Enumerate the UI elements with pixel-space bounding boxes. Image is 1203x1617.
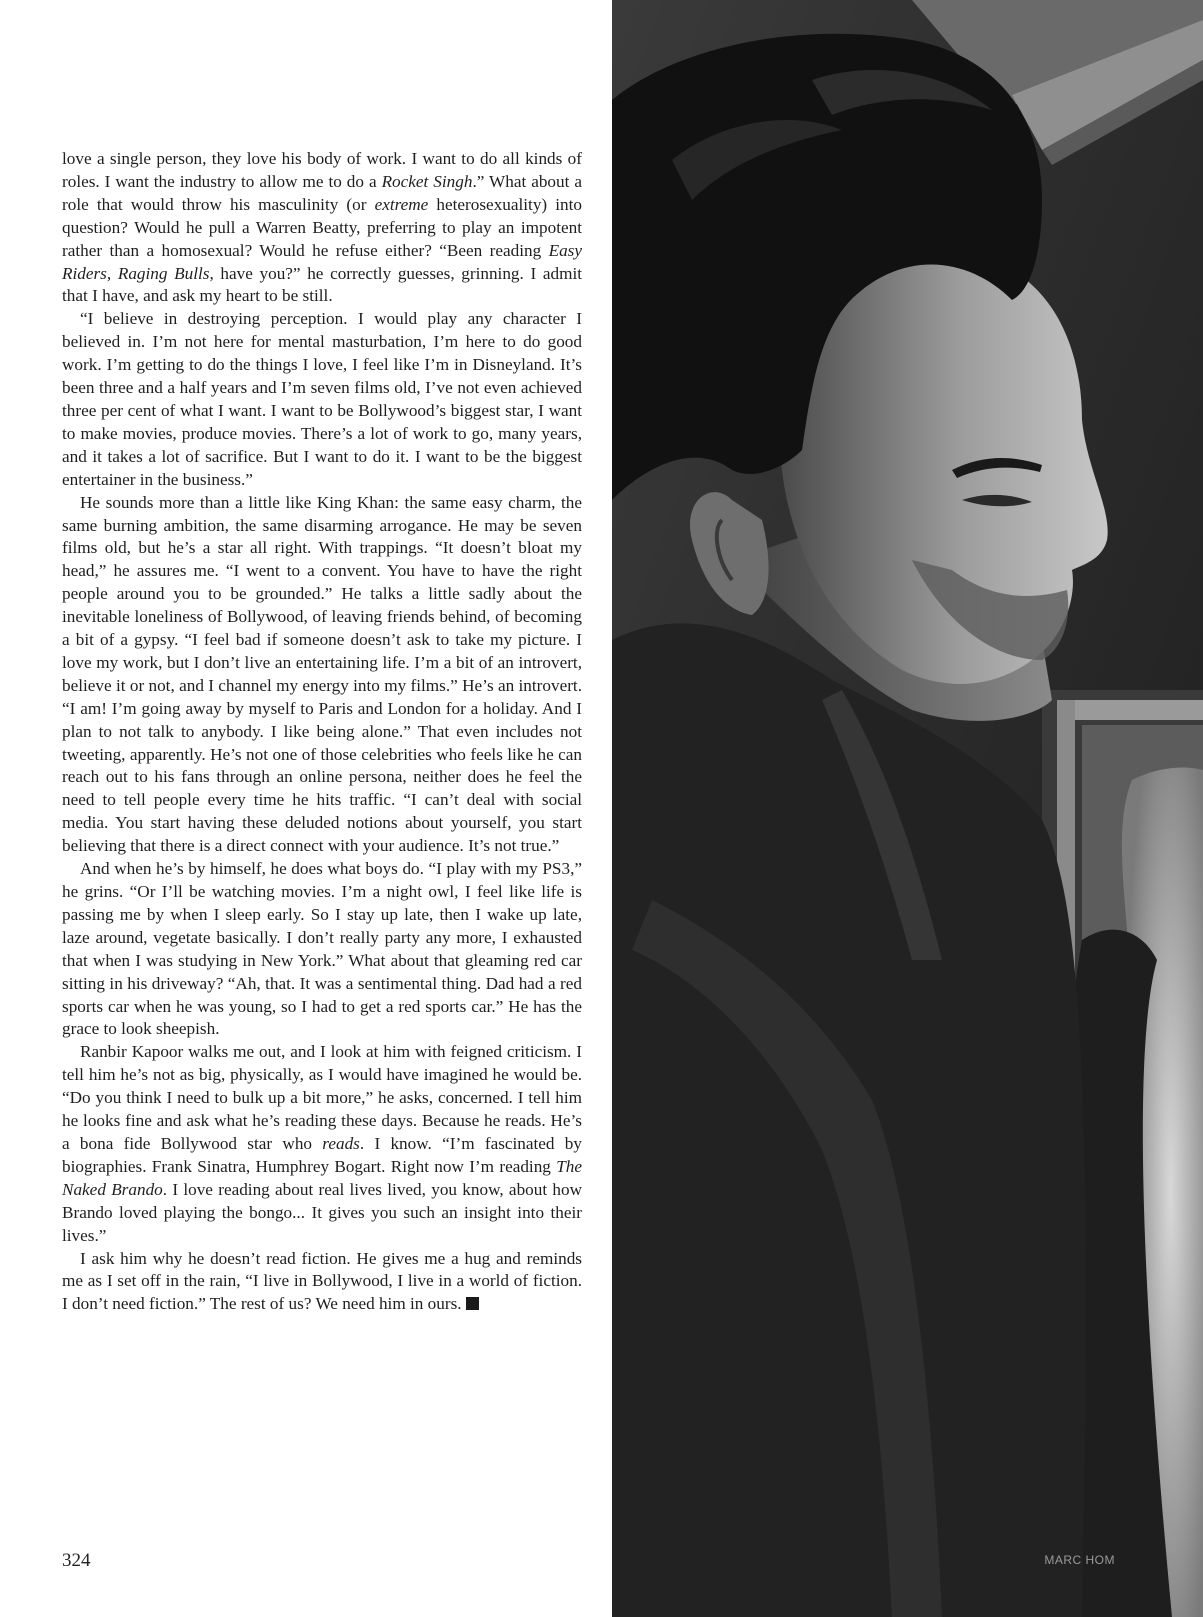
photo-credit: MARC HOM xyxy=(1044,1553,1115,1567)
italic-title-text: The Naked Brando xyxy=(62,1156,582,1199)
paragraph-text: “I believe in destroying perception. I would play any character I believed in. I’m not here for mental masturbation, I’m here to do good work. I’m getting to do the things I love, I feel like I’m in Disneyland. It’s been three and a half years and I’m seven films old, I’ve not even achieved three per cent of what I want. I want to be Bollywood’s biggest star, I want to make movies, produce movies. There’s a lot of work to go, many years, and it takes a lot of sacrifice. But I want to do it. I want to be the biggest entertainer in the business.” xyxy=(62,309,582,489)
page-number: 324 xyxy=(62,1550,91,1571)
paragraph-text: And when he’s by himself, he does what boys do. “I play with my PS3,” he grins. “Or I’ll be watching movies. I’m a night owl, I feel like life is passing me by when I sleep early. So I stay up late, then I wake up late, laze around, vegetate basically. I don’t really party any more, I exhausted that when I was studying in New York.” What about that gleaming red car sitting in his driveway? “Ah, that. It was a sentimental thing. Dad had a red sports car when he was young, so I had to get a red sports car.” He has the grace to look sheepish. xyxy=(62,859,582,1039)
italic-title-text: reads xyxy=(322,1133,360,1153)
paragraph-text: I ask him why he doesn’t read fiction. He gives me a hug and reminds me as I set off in the rain, “I live in Bollywood, I live in a world of fiction. I don’t need fiction.” The rest of us? We need him in ours. xyxy=(62,1248,582,1314)
paragraph-text: heterosexuality) into question? Would he pull a Warren Beatty, preferring to play an impotent rather than a homosexual? Would he refuse either? “Been reading xyxy=(62,194,582,260)
paragraph-text: . I love reading about real lives lived, you know, about how Brando loved playing the bongo... It gives you such an insight into their lives.” xyxy=(62,1179,582,1245)
article-body xyxy=(62,148,582,1316)
paragraph-text: Ranbir Kapoor walks me out, and I look at him with feigned criticism. I tell him he’s not as big, physically, as I would have imagined he would be. “Do you think I need to bulk up a bit more,” he asks, concerned. I tell him he looks fine and ask what he’s reading these days. Because he reads. He’s a bona fide Bollywood star who xyxy=(62,1042,582,1153)
italic-title-text: extreme xyxy=(374,194,429,214)
italic-title-text: Easy Riders, Raging Bulls xyxy=(62,240,582,283)
italic-title-text: Rocket Singh xyxy=(381,171,473,191)
end-mark-icon xyxy=(466,1297,479,1310)
paragraph-text: love a single person, they love his body of work. I want to do all kinds of roles. I want the industry to allow me to do a xyxy=(62,149,582,191)
article-paragraph xyxy=(62,308,582,491)
article-paragraph xyxy=(62,492,582,859)
paragraph-text: .” What about a role that would throw his masculinity (or xyxy=(62,171,582,214)
paragraph-text: . I know. “I’m fascinated by biographies. Frank Sinatra, Humphrey Bogart. Right now I’m reading xyxy=(62,1133,582,1176)
portrait-photo-icon xyxy=(612,0,1203,1617)
portrait-photo xyxy=(612,0,1203,1617)
article-paragraph xyxy=(62,858,582,1041)
paragraph-text: , have you?” he correctly guesses, grinning. I admit that I have, and ask my heart to be still. xyxy=(62,263,582,306)
article-paragraph xyxy=(62,1248,582,1317)
article-paragraph xyxy=(62,1041,582,1247)
article-paragraph xyxy=(62,148,582,308)
paragraph-text: He sounds more than a little like King Khan: the same easy charm, the same burning ambition, the same disarming arrogance. He may be seven films old, but he’s a star all right. With trappings. “It doesn’t bloat my head,” he assures me. “I went to a convent. You have to have the right people around you to be grounded.” He talks a little sadly about the inevitable loneliness of Bollywood, of leaving friends behind, of becoming a bit of a gypsy. “I feel bad if someone doesn’t ask to take my picture. I love my work, but I don’t live an entertaining life. I’m a bit of an introvert, believe it or not, and I channel my energy into my films.” He’s an introvert. “I am! I’m going away by myself to Paris and London for a holiday. And I plan to not talk to anybody. I like being alone.” That even includes not tweeting, apparently. He’s not one of those celebrities who feels like he can reach out to his fans through an online persona, neither does he feel the need to tell people every time he hits traffic. “I can’t deal with social media. You start having these deluded notions about yourself, you start believing that there is a direct connect with your audience. It’s not true.” xyxy=(62,492,582,856)
